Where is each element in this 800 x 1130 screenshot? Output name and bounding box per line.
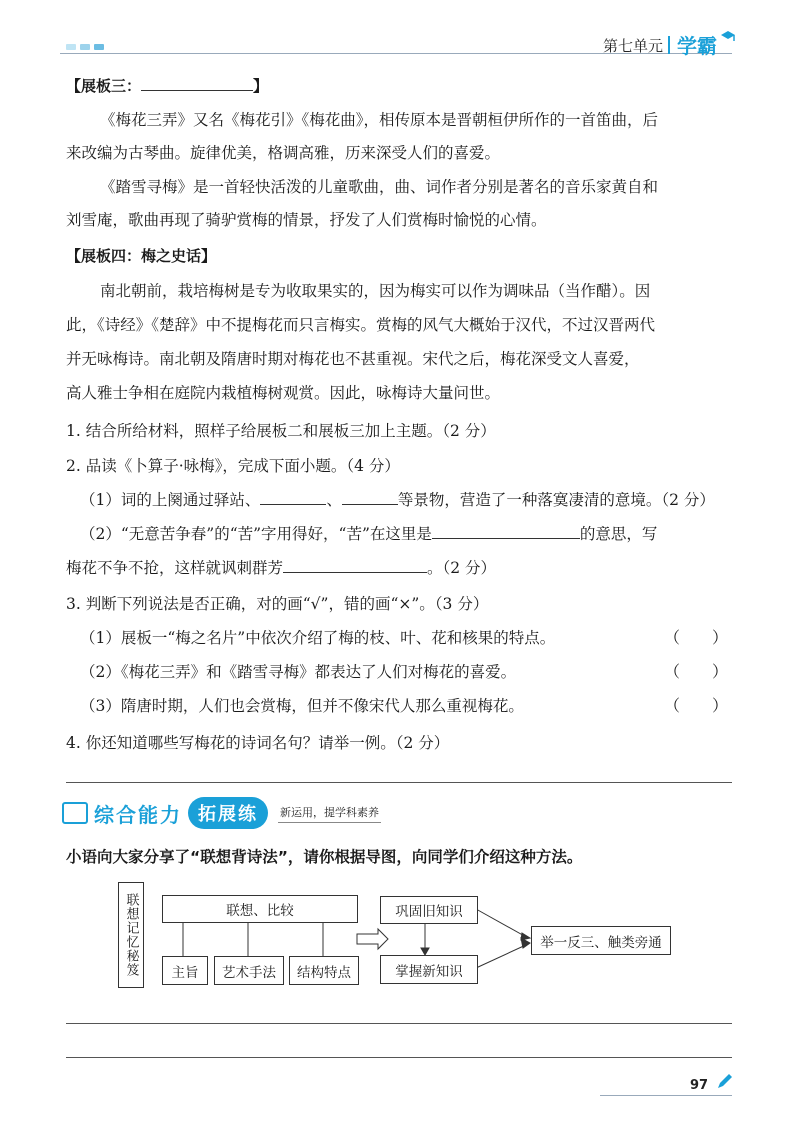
section-pill: 拓展练	[188, 797, 268, 829]
task-prompt: 小语向大家分享了“联想背诗法”，请你根据导图，向同学们介绍这种方法。	[66, 848, 583, 866]
question-1: 1. 结合所给材料，照样子给展板二和展板三加上主题。（2 分）	[66, 422, 496, 440]
diagram-sub-technique: 艺术手法	[214, 956, 284, 985]
pencil-icon	[716, 1072, 734, 1090]
answer-line-1[interactable]	[66, 1023, 732, 1024]
question-4: 4. 你还知道哪些写梅花的诗词名句？请举一例。（2 分）	[66, 734, 450, 752]
q2-1-text-b: 、	[326, 491, 342, 509]
section-title: 综合能力	[94, 802, 182, 827]
board3-para1-line2: 来改编为古琴曲。旋律优美，格调高雅，历来深受人们的喜爱。	[66, 144, 501, 162]
section-subtitle: 新运用，提学科素养	[278, 804, 381, 823]
q2-1-text-c: 等景物，营造了一种落寞凄清的意境。（2 分）	[397, 491, 715, 509]
board3-para2-line2: 刘雪庵，歌曲再现了骑驴赏梅的情景，抒发了人们赏梅时愉悦的心情。	[66, 211, 547, 229]
q2-1-text-a: （1）词的上阕通过驿站、	[80, 491, 261, 509]
question-3-item-3: （3）隋唐时期，人们也会赏梅，但并不像宋代人那么重视梅花。	[80, 697, 524, 715]
judge-paren-1[interactable]: （ ）	[664, 628, 729, 647]
question-3-item-1: （1）展板一“梅之名片”中依次介绍了梅的枝、叶、花和核果的特点。	[80, 629, 556, 647]
page-number: 97	[690, 1078, 709, 1093]
board3-label-start: 【展板三：	[66, 77, 142, 95]
q2-2-text-c: 梅花不争不抢，这样就讽刺群芳	[66, 559, 284, 577]
board4-line2: 此，《诗经》《楚辞》中不提梅花而只言梅实。赏梅的风气大概始于汉代，不过汉晋两代	[66, 316, 656, 334]
board3-para2-line1: 《踏雪寻梅》是一首轻快活泼的儿童歌曲，曲、词作者分别是著名的音乐家黄自和	[100, 178, 659, 196]
diagram-top-box: 联想、比较	[162, 895, 358, 923]
board3-para1-line1: 《梅花三弄》又名《梅花引》《梅花曲》，相传原本是晋朝桓伊所作的一首笛曲，后	[100, 111, 659, 129]
unit-title: 第七单元	[603, 37, 664, 55]
question-3-item-2: （2）《梅花三弄》和《踏雪寻梅》都表达了人们对梅花的喜爱。	[80, 663, 517, 681]
board4-line4: 高人雅士争相在庭院内栽植梅树观赏。因此，咏梅诗大量问世。	[66, 384, 501, 402]
judge-paren-3[interactable]: （ ）	[664, 696, 729, 715]
diagram-result-box: 举一反三、触类旁通	[531, 926, 671, 955]
diagram-review-box: 巩固旧知识	[380, 896, 478, 924]
board4-line3: 并无咏梅诗。南北朝及隋唐时期对梅花也不甚重视。宋代之后，梅花深受文人喜爱，	[66, 350, 640, 368]
diagram-sub-structure: 结构特点	[289, 956, 359, 985]
brand-logo: 学霸	[677, 34, 717, 58]
footer-rule	[600, 1095, 732, 1096]
question-3: 3. 判断下列说法是否正确，对的画“√”，错的画“×”。（3 分）	[66, 595, 489, 613]
answer-line-2[interactable]	[66, 1057, 732, 1058]
q2-2-text-d: 。（2 分）	[427, 559, 497, 577]
q2-2-text-a: （2）“无意苦争春”的“苦”字用得好，“苦”在这里是	[80, 525, 432, 543]
board4-line1: 南北朝前，栽培梅树是专为收取果实的，因为梅实可以作为调味品（当作醋）。因	[100, 282, 651, 300]
diagram-side-label: 联想记忆秘笈	[118, 882, 144, 988]
diagram-master-box: 掌握新知识	[380, 955, 478, 984]
board4-label: 【展板四：梅之史话】	[66, 247, 217, 265]
judge-paren-2[interactable]: （ ）	[664, 662, 729, 681]
q2-2-text-b: 的意思，写	[579, 525, 658, 543]
question-2: 2. 品读《卜算子·咏梅》，完成下面小题。（4 分）	[66, 457, 400, 475]
board3-label-end: 】	[253, 77, 269, 95]
diagram-sub-theme: 主旨	[162, 956, 208, 985]
